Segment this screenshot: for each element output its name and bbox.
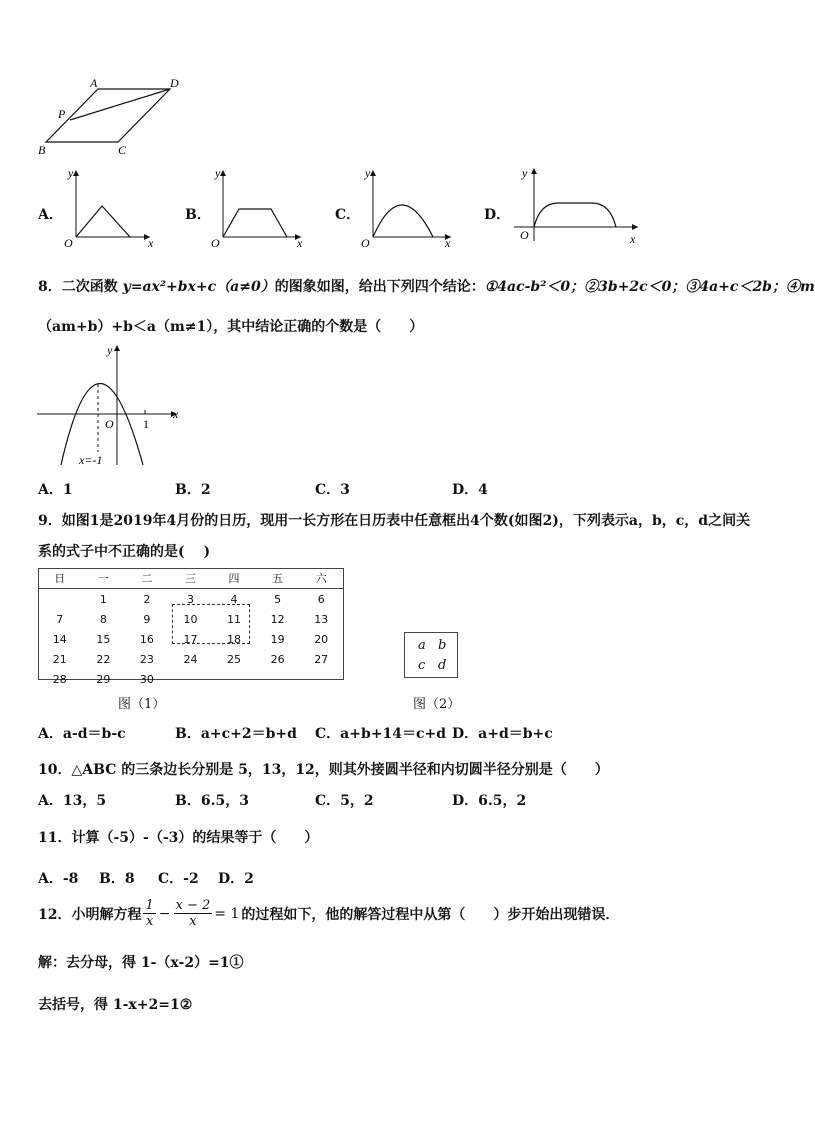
svg-text:x=-1: x=-1 — [79, 453, 103, 467]
q9-option-c[interactable]: C．a+b+14＝c+d — [315, 726, 446, 742]
q12-stem: 12．小明解方程 $\frac{1}{x}$ − $\frac{x - 2}{x}$ = 1 的过程如下，他的解答过程中从第（ ）步开始出现错误． — [38, 898, 620, 929]
svg-text:x: x — [630, 232, 636, 246]
q8-option-d[interactable]: D．4 — [452, 482, 488, 498]
q8-option-a[interactable]: A．1 — [38, 482, 73, 498]
q7-option-a-label[interactable]: A． — [38, 207, 63, 223]
calendar-row: 28 29 30 — [52, 672, 154, 686]
parallelogram-figure — [30, 70, 200, 160]
q9-option-a[interactable]: A．a-d＝b-c — [38, 726, 126, 742]
fraction-1: $\frac{1}{x}$ — [145, 898, 154, 929]
q11-option-a[interactable]: A．-8 — [38, 871, 79, 887]
abcd-box: a b c d — [404, 632, 458, 678]
calendar-table: 日 一 二 三 四 五 六 1 2 3 4 5 6 7 8 9 10 11 12 13 14 15 16 17 18 19 20 21 22 23 24 25 26 27 28 29 30 — [38, 568, 343, 689]
q7-graph-d — [510, 163, 645, 248]
q8-option-b[interactable]: B．2 — [175, 482, 211, 498]
q11-stem: 11．计算（-5）-（-3）的结果等于（ ） — [38, 830, 319, 846]
calendar-row: 1 2 3 4 5 6 — [99, 592, 325, 606]
q7-graph-a — [58, 165, 168, 250]
q9-option-d[interactable]: D．a+d＝b+c — [452, 726, 553, 742]
svg-text:1: 1 — [143, 417, 149, 431]
q8-stem-line1: 8．二次函数 y=ax²+bx+c（a≠0）的图象如图，给出下列四个结论：①4ac-b²＜0；②3b+2c＜0；③4a+c＜2b；④m — [38, 279, 815, 295]
q10-option-d[interactable]: D．6.5，2 — [452, 793, 527, 809]
svg-text:O: O — [361, 236, 370, 250]
svg-text:x: x — [297, 236, 303, 250]
label-C: C — [118, 143, 127, 157]
svg-text:y: y — [215, 166, 221, 180]
calendar-row: 7 8 9 10 11 12 13 — [56, 612, 329, 626]
label-P: P — [58, 107, 66, 121]
q10-option-a[interactable]: A．13，5 — [38, 793, 107, 809]
calendar-caption-2: 图（2） — [413, 697, 461, 712]
calendar-caption-1: 图（1） — [118, 697, 166, 712]
q10-option-b[interactable]: B．6.5，3 — [175, 793, 249, 809]
q8-stem-line2: （am+b）+b＜a（m≠1），其中结论正确的个数是（ ） — [38, 319, 424, 335]
svg-text:y: y — [68, 166, 74, 180]
svg-text:x: x — [445, 236, 451, 250]
svg-text:y: y — [522, 166, 528, 180]
q7-option-d-label[interactable]: D． — [484, 207, 511, 223]
calendar-row: 14 15 16 17 18 19 20 — [52, 632, 329, 646]
q7-option-b-label[interactable]: B． — [185, 207, 211, 223]
calendar-row: 21 22 23 24 25 26 27 — [52, 652, 329, 666]
q9-stem-line1: 9．如图1是2019年4月份的日历，现用一长方形在日历表中任意框出4个数(如图2)，下列表示a，b，c，d之间关 — [38, 513, 751, 529]
q11-option-c[interactable]: C．-2 — [158, 871, 199, 887]
q11-option-b[interactable]: B．8 — [99, 871, 135, 887]
calendar-selection-box — [172, 604, 250, 644]
q10-stem: 10．△ABC 的三条边长分别是 5，13，12，则其外接圆半径和内切圆半径分别是（ ） — [38, 762, 609, 778]
q12-step1: 解：去分母，得 1-（x-2）=1① — [38, 955, 244, 971]
svg-text:y: y — [365, 166, 371, 180]
q12-step2: 去括号，得 1-x+2=1② — [38, 997, 193, 1013]
label-A: A — [90, 76, 98, 90]
svg-text:O: O — [520, 228, 529, 242]
q7-graph-c — [355, 165, 465, 250]
svg-text:O: O — [211, 236, 220, 250]
svg-text:x: x — [148, 236, 154, 250]
svg-text:O: O — [64, 236, 73, 250]
svg-text:x: x — [173, 407, 179, 421]
svg-text:y: y — [107, 343, 113, 357]
q7-option-c-label[interactable]: C． — [335, 207, 361, 223]
label-B: B — [38, 143, 46, 157]
q9-option-b[interactable]: B．a+c+2＝b+d — [175, 726, 297, 742]
q8-option-c[interactable]: C．3 — [315, 482, 350, 498]
q8-parabola-graph — [35, 340, 195, 470]
q10-option-c[interactable]: C．5，2 — [315, 793, 374, 809]
q11-option-d[interactable]: D．2 — [218, 871, 254, 887]
svg-text:O: O — [105, 417, 114, 431]
label-D: D — [170, 76, 179, 90]
q9-stem-line2: 系的式子中不正确的是( ) — [38, 544, 211, 560]
fraction-2: $\frac{x - 2}{x}$ — [175, 898, 211, 929]
q7-graph-b — [205, 165, 315, 250]
